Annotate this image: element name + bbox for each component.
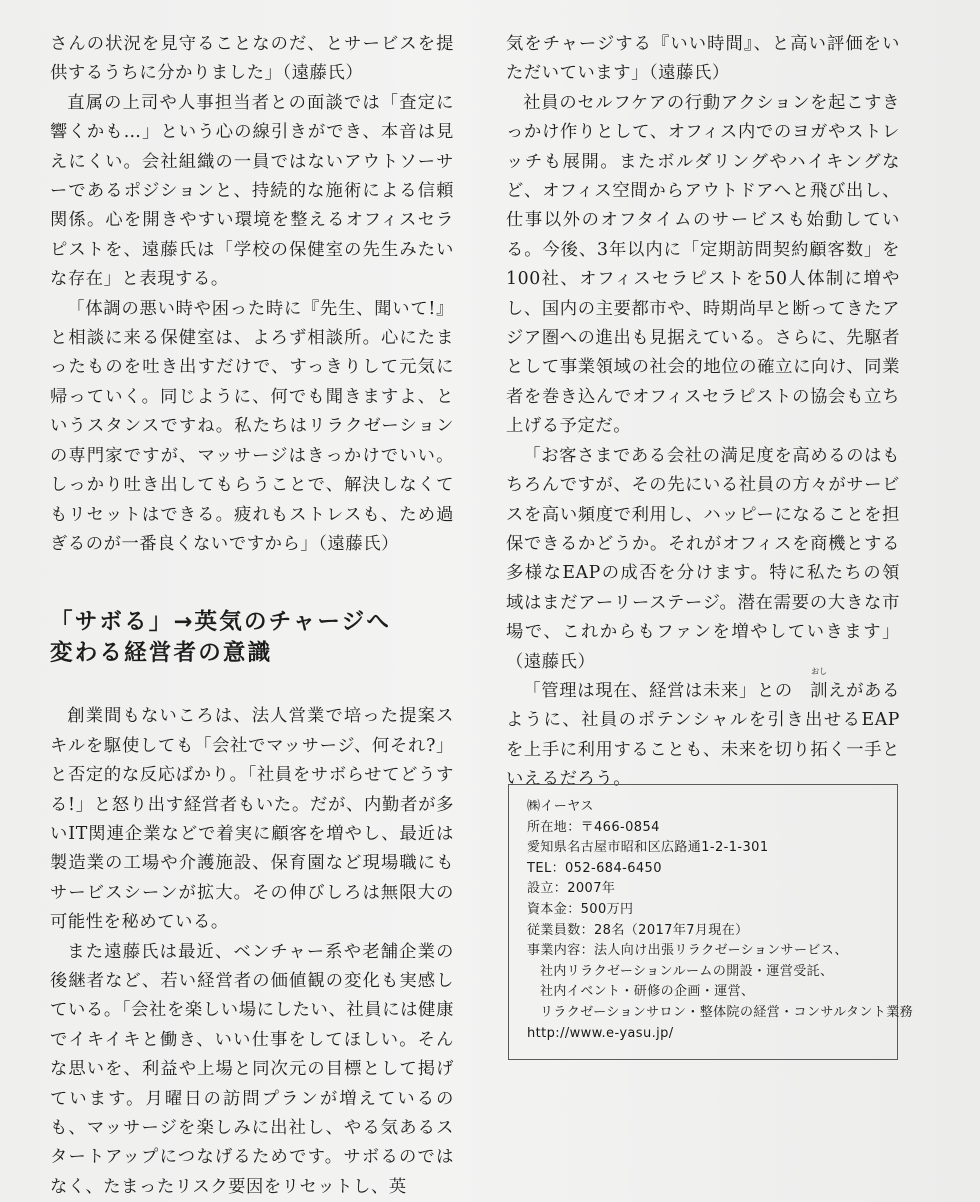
ruby-base: 訓 bbox=[810, 680, 829, 701]
article-paragraph-closing bbox=[506, 666, 900, 795]
company-employees: 従業員数：28名（2017年7月現在） bbox=[527, 922, 749, 938]
article-paragraph: 社員のセルフケアの行動アクションを起こすきっかけ作りとして、オフィス内でのヨガやストレッチも展開。またボルダリングやハイキングなど、オフィス空間からアウトドアへと飛び出し、仕事以外のオフタイムのサービスも始動している。今後、3年以内に「定期訪問契約顧客数」を100社、オフィスセラピストを50人体制に増やし、国内の主要都市や、時期尚早と断ってきたアジア圏への進出も見据えている。さらに、先駆者として事業領域の社会的地位の確立に向け、同業者を巻き込んでオフィスセラピストの協会も立ち上げる予定だ。 bbox=[506, 92, 900, 437]
company-business-4: リラクゼーションサロン・整体院の経営・コンサルタント業務 bbox=[540, 1004, 913, 1020]
ruby-word bbox=[793, 666, 829, 706]
article-paragraph: 直属の上司や人事担当者との面談では「査定に響くかも…」という心の線引きができ、本音は見えにくい。会社組織の一員ではないアウトソーサーであるポジションと、持続的な施術による信頼関係。心を開きやすい環境を整えるオフィスセラピストを、遠藤氏は「学校の保健室の先生みたいな存在」と表現する。 bbox=[50, 92, 454, 290]
section-heading bbox=[50, 607, 454, 669]
company-info-box bbox=[508, 784, 913, 1060]
company-established: 設立：2007年 bbox=[527, 881, 616, 897]
company-url: http://www.e-yasu.jp/ bbox=[527, 1025, 674, 1041]
company-business-1: 事業内容：法人向け出張リラクゼーションサービス、 bbox=[527, 943, 848, 959]
article-paragraph: また遠藤氏は最近、ベンチャー系や老舗企業の後継者など、若い経営者の価値観の変化も実感している。「会社を楽しい場にしたい、社員には健康でイキイキと働き、いい仕事をしてほしい。そんな思いを、利益や上場と同次元の目標として掲げています。月曜日の訪問プランが増えているのも、マッサージを楽しみに出社し、やる気あるスタートアップにつなげるためです。サボるのではなく、たまったリスク要因をリセットし、英 bbox=[50, 941, 454, 1197]
article-paragraph: 「お客さまである会社の満足度を高めるのはもちろんですが、その先にいる社員の方々がサービスを高い頻度で利用し、ハッピーになることを担保できるかどうか。それがオフィスを商機とする多様なEAPの成否を分けます。特に私たちの領域はまだアーリーステージ。潜在需要の大きな市場で、これからもファンを増やしていきます」（遠藤氏） bbox=[506, 445, 900, 672]
company-business-2: 社内リラクゼーションルームの開設・運営受託、 bbox=[540, 963, 834, 979]
section-heading-line-2: 変わる経営者の意識 bbox=[50, 640, 273, 667]
ruby-reading: おし bbox=[811, 666, 828, 676]
left-column bbox=[50, 30, 454, 1202]
company-capital: 資本金：500万円 bbox=[527, 901, 634, 917]
company-tel: TEL：052-684-6450 bbox=[527, 860, 662, 876]
article-paragraph: 「体調の悪い時や困った時に『先生、聞いて!』と相談に来る保健室は、よろず相談所。心にたまったものを吐き出すだけで、すっきりして元気に帰っていく。同じように、何でも聞きますよ、というスタンスですね。私たちはリラクゼーションの専門家ですが、マッサージはきっかけでいい。しっかり吐き出してもらうことで、解決しなくてもリセットはできる。疲れもストレスも、ため過ぎるのが一番良くないですから」（遠藤氏） bbox=[50, 298, 454, 554]
article-paragraph: 創業間もないころは、法人営業で培った提案スキルを駆使しても「会社でマッサージ、何それ?」と否定的な反応ばかり。「社員をサボらせてどうする!」と怒り出す経営者もいた。だが、内勤者が多いIT関連企業などで着実に顧客を増やし、最近は製造業の工場や介護施設、保育園など現場職にもサービスシーンが拡大。その伸びしろは無限大の可能性を秘めている。 bbox=[50, 706, 454, 933]
article-paragraph: 気をチャージする『いい時間』、と高い評価をいただいています」（遠藤氏） bbox=[506, 34, 900, 84]
company-postal: 所在地：〒466-0854 bbox=[527, 819, 660, 835]
closing-text-after: えがあるように、社員のポテンシャルを引き出せるEAPを上手に利用することも、未来を切り拓く一手といえるだろう。 bbox=[506, 680, 900, 790]
closing-text-before: 「管理は現在、経営は未来」との bbox=[523, 680, 793, 701]
right-column bbox=[506, 30, 900, 795]
company-name: ㈱イーヤス bbox=[527, 799, 594, 814]
article-paragraph: さんの状況を見守ることなのだ、とサービスを提供するうちに分かりました」（遠藤氏） bbox=[50, 34, 454, 84]
company-business-3: 社内イベント・研修の企画・運営、 bbox=[540, 984, 755, 1000]
company-address: 愛知県名古屋市昭和区広路通1-2-1-301 bbox=[527, 840, 769, 856]
section-heading-line-1: 「サボる」→英気のチャージへ bbox=[50, 609, 392, 636]
